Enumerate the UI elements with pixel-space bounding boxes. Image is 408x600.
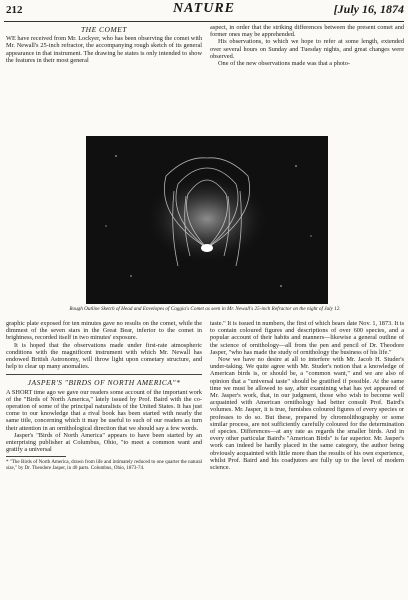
jasper-intro-paragraph: A SHORT time ago we gave our readers some account of the important work of the "Birds of North America," lately issued by Prof. Baird with the co-operation of some of the principal naturalists of the United States. It has just come to our knowledge that a rival book has been started with nearly the same title, concerning which it may be useful to such of our readers as turn their attention in an ornithological direction that we should say a few words. bbox=[6, 388, 202, 432]
journal-title: NATURE bbox=[172, 1, 235, 16]
comet-intro-paragraph: WE have received from Mr. Lockyer, who has been observing the comet with Mr. Newall's 25-inch refractor, the accompanying rough sketch of its general appearance in that instrument. The drawing he states is only intended to show the features in their most general bbox=[6, 35, 202, 64]
jasper-right-paragraph-2: Now we have no desire at all to interfere with Mr. Jacob H. Studer's under-taking. We quite agree with Mr. Studer's notion that a knowledge of American birds is, or should be, a "common want," and we are also of opinion that a "universal taste" should be gratified if possible. At the same time we must be allowed to say, after examining what has yet appeared of Mr. Jasper's work, that, in our judgment, those who wish to become well acquainted with American ornithology had better consult Prof. Baird's volumes. Mr. Jasper, it is true, furnishes coloured figures of every species or professes to do so. But these, prepared by chromolithography or some similar process, are not sufficiently carefully coloured for the determination of species. Differences—at any rate as regards the smaller birds. And in every other particular Baird's "American Birds" is far superior. Mr. Jasper's work can indeed be hardly placed in the same category, the author being obviously acquainted with little more than the results of his own experience, whilst Prof. Baird and his coadjutors are fully up to the level of modern science. bbox=[210, 356, 404, 472]
comet-photo-paragraph-start: One of the new observations made was that a photo- bbox=[218, 60, 351, 68]
comet-intro-continued: aspect, in order that the striking differences between the present comet and former ones may be apprehended. bbox=[210, 24, 404, 39]
comet-figure-caption: Rough Outline Sketch of Head and Envelopes of Coggia's Comet as seen in Mr. Newall's 25-inch Refractor on the night of July 12. bbox=[69, 306, 341, 312]
comet-article-continued bbox=[6, 320, 202, 472]
section-divider bbox=[6, 374, 202, 375]
footnote-rule bbox=[6, 456, 66, 457]
header-rule bbox=[4, 21, 404, 22]
jasper-right-paragraph-1: taste." It is issued in numbers, the first of which bears date Nov. 1, 1873. It is to contain coloured figures and descriptions of over 600 species, and a popular account of their habits and manners—likewise a general outline of the science of ornithology—all from the pen and pencil of Dr. Theodore Jasper, "who has made the study of ornithology the business of his life." bbox=[210, 320, 405, 356]
comet-sketch-image bbox=[86, 136, 328, 304]
jasper-second-paragraph: Jasper's "Birds of North America" appears to have been started by an enterprising publisher at Columbus, Ohio, "to meet a common want and gratify a universal bbox=[6, 431, 202, 454]
issue-date: [July 16, 1874 bbox=[333, 2, 404, 16]
jasper-article-right-column bbox=[210, 320, 404, 471]
page-number: 212 bbox=[6, 4, 23, 16]
comet-sketch-figure bbox=[86, 136, 328, 304]
comet-closing-paragraph: It is hoped that the observations made under first-rate atmospheric conditions with the magnificent instrument with which Mr. Newall has endowed British Astronomy, will throw light upon cometary structure, and help to clear up many anomalies. bbox=[6, 341, 202, 371]
comet-photo-paragraph-end: graphic plate exposed for ten minutes gave no results on the comet, while the dimmest of the seven stars in the Great Bear, inferior to the comet in brightness, recorded itself in two minutes' exposure. bbox=[6, 320, 202, 342]
jasper-footnote: * "The Birds of North America, drawn from life and intimately reduced to one quarter the natural size," by Dr. Theodore Jasper, in 40 parts. Columbus, Ohio, 1873-74. bbox=[6, 460, 202, 472]
comet-article-top-right bbox=[210, 24, 404, 67]
jasper-section-title: JASPER'S "BIRDS OF NORTH AMERICA"* bbox=[27, 378, 181, 388]
comet-section-title: THE COMET bbox=[81, 25, 127, 34]
comet-observations-paragraph: His observations, to which we hope to refer at some length, extended over several hours on Sunday and Tuesday nights, and great changes were observed. bbox=[210, 38, 404, 60]
comet-article-top-left bbox=[6, 26, 202, 64]
